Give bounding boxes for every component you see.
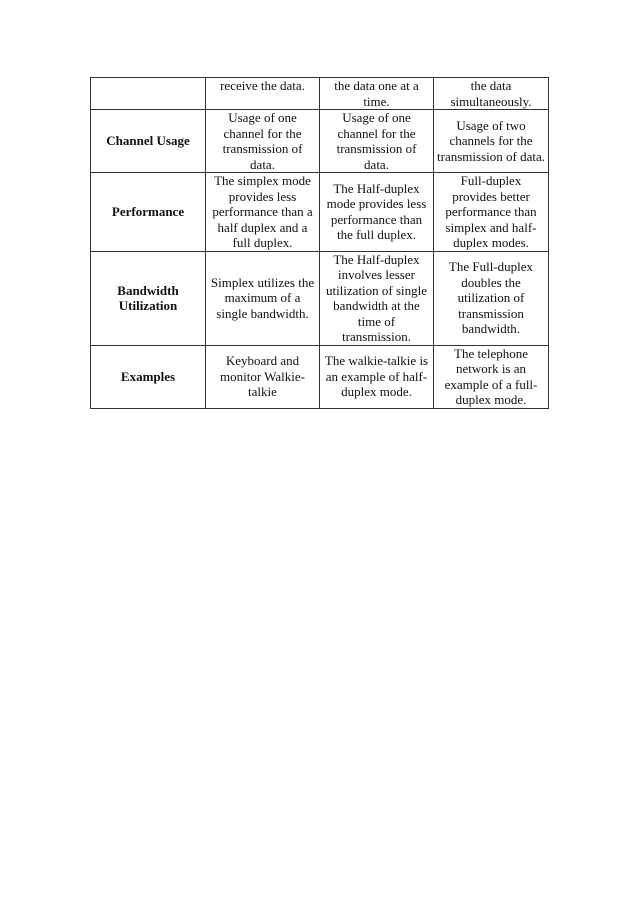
cell-half-duplex-performance: The Half-duplex mode provides less performance than the full duplex.	[320, 173, 434, 252]
table-row-continuation	[91, 78, 549, 110]
row-label-channel-usage: Channel Usage	[91, 110, 206, 173]
table-row-bandwidth-utilization	[91, 251, 549, 345]
cell-full-duplex-channel-usage: Usage of two channels for the transmission of data.	[434, 110, 549, 173]
cell-simplex-bandwidth: Simplex utilizes the maximum of a single bandwidth.	[206, 251, 320, 345]
cell-half-duplex-bandwidth: The Half-duplex involves lesser utilization of single bandwidth at the time of transmission.	[320, 251, 434, 345]
cell-full-duplex-continuation: the data simultaneously.	[434, 78, 549, 110]
cell-full-duplex-bandwidth: The Full-duplex doubles the utilization of transmission bandwidth.	[434, 251, 549, 345]
table-row-performance	[91, 173, 549, 252]
table-row-examples	[91, 345, 549, 408]
table-row-channel-usage	[91, 110, 549, 173]
row-label-empty	[91, 78, 206, 110]
cell-simplex-performance: The simplex mode provides less performance than a half duplex and a full duplex.	[206, 173, 320, 252]
row-label-performance: Performance	[91, 173, 206, 252]
cell-simplex-examples: Keyboard and monitor Walkie-talkie	[206, 345, 320, 408]
cell-full-duplex-performance: Full-duplex provides better performance than simplex and half-duplex modes.	[434, 173, 549, 252]
comparison-table	[90, 77, 549, 409]
cell-half-duplex-examples: The walkie-talkie is an example of half-duplex mode.	[320, 345, 434, 408]
cell-half-duplex-continuation: the data one at a time.	[320, 78, 434, 110]
cell-half-duplex-channel-usage: Usage of one channel for the transmission of data.	[320, 110, 434, 173]
row-label-examples: Examples	[91, 345, 206, 408]
cell-simplex-channel-usage: Usage of one channel for the transmission of data.	[206, 110, 320, 173]
cell-simplex-continuation: receive the data.	[206, 78, 320, 110]
cell-full-duplex-examples: The telephone network is an example of a full-duplex mode.	[434, 345, 549, 408]
row-label-bandwidth-utilization: Bandwidth Utilization	[91, 251, 206, 345]
